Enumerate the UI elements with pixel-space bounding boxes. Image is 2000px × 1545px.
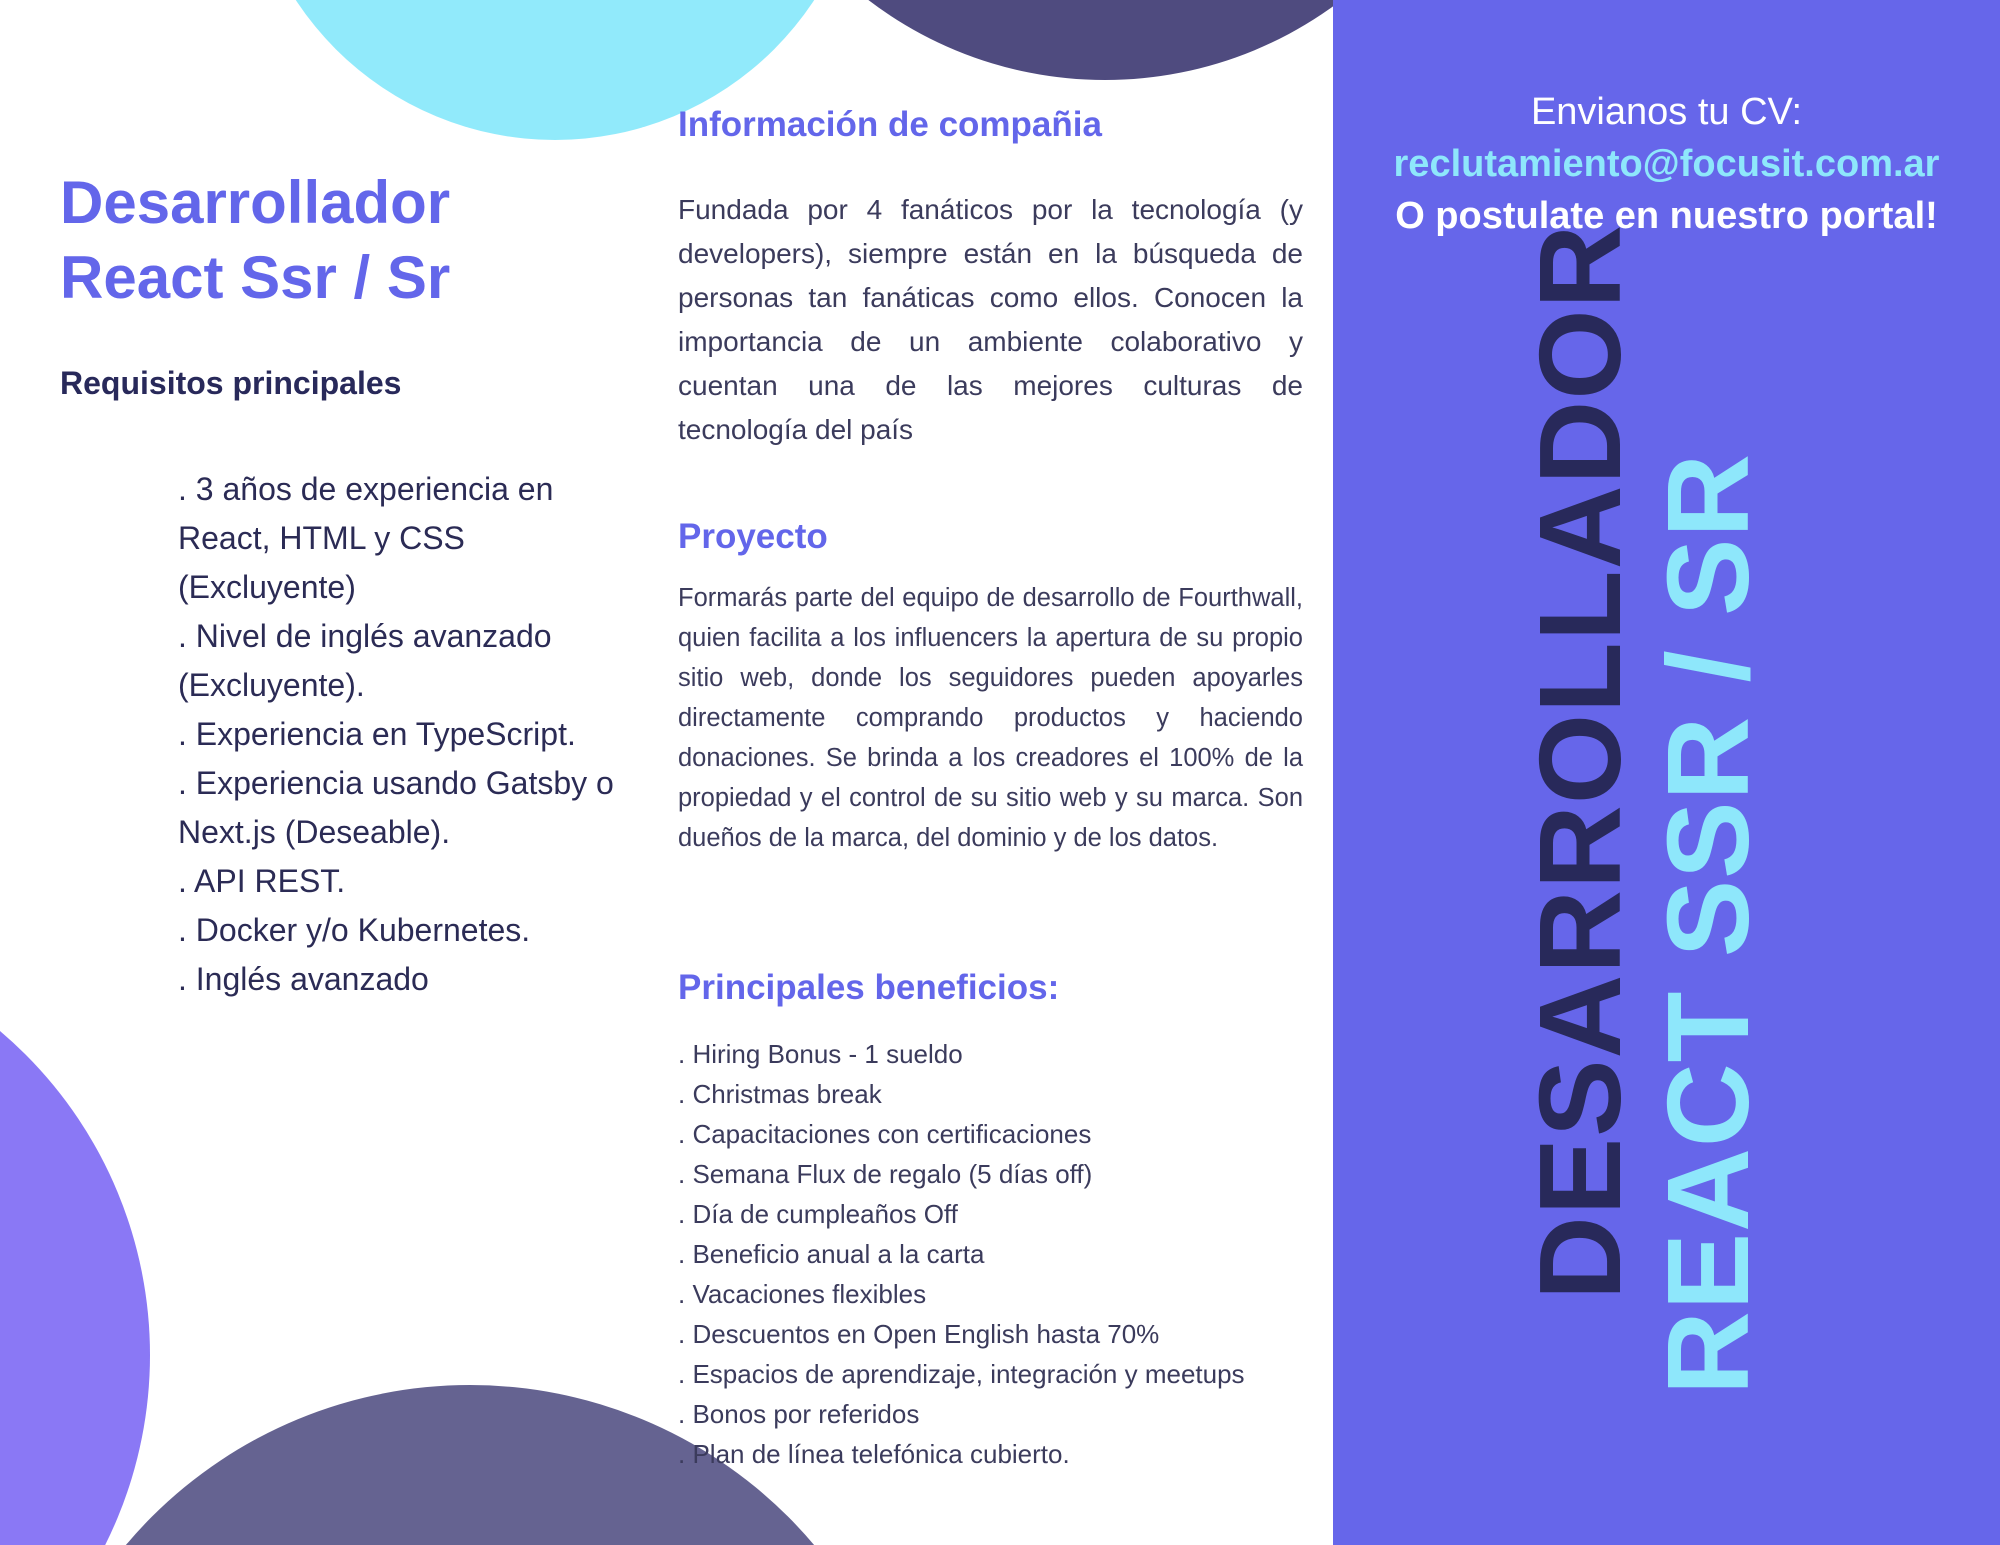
job-title-line-2: React Ssr / Sr	[60, 244, 451, 311]
apply-intro: Envianos tu CV:	[1530, 91, 1803, 133]
requirement-item: . Nivel de inglés avanzado (Excluyente).	[178, 618, 552, 703]
apply-block	[1333, 86, 2000, 242]
benefits-heading: Principales beneficios:	[678, 968, 1060, 1007]
job-title-line-1: Desarrollador	[60, 169, 451, 236]
benefit-item: . Beneficio anual a la carta	[678, 1239, 985, 1269]
project-heading: Proyecto	[678, 517, 828, 556]
decorative-circle-purple-left	[0, 930, 150, 1545]
requirement-item: . Docker y/o Kubernetes.	[178, 912, 531, 948]
benefit-item: . Semana Flux de regalo (5 días off)	[678, 1159, 1093, 1189]
requirement-item: . 3 años de experiencia en React, HTML y CSS (Excluyente)	[178, 471, 554, 605]
requirements-heading: Requisitos principales	[60, 365, 402, 401]
apply-email-link[interactable]: reclutamiento@focusit.com.ar	[1393, 143, 1940, 185]
benefits-list	[678, 1034, 1318, 1474]
benefit-item: . Día de cumpleaños Off	[678, 1199, 958, 1229]
job-title	[60, 165, 620, 315]
banner-line-1: DESARROLLADOR	[1515, 223, 1645, 1300]
benefit-item: . Vacaciones flexibles	[678, 1279, 927, 1309]
project-description: Formarás parte del equipo de desarrollo de Fourthwall, quien facilita a los influencers la apertura de su propio sitio web, donde los seguidores pueden apoyarles directamente comprando productos y haciendo donaciones. Se brinda a los creadores el 100% de la propiedad y el control de su sitio web y su marca. Son dueños de la marca, del dominio y de los datos.	[678, 584, 1303, 852]
requirements-list	[178, 465, 618, 1004]
benefit-item: . Hiring Bonus - 1 sueldo	[678, 1039, 963, 1069]
benefit-item: . Plan de línea telefónica cubierto.	[678, 1439, 1070, 1469]
apply-portal-text: O postulate en nuestro portal!	[1395, 195, 1938, 237]
requirement-item: . API REST.	[178, 863, 346, 899]
banner-line-2: REACT SSR / SR	[1643, 452, 1773, 1395]
benefit-item: . Descuentos en Open English hasta 70%	[678, 1319, 1160, 1349]
requirement-item: . Inglés avanzado	[178, 961, 429, 997]
benefit-item: . Christmas break	[678, 1079, 882, 1109]
benefit-item: . Bonos por referidos	[678, 1399, 920, 1429]
requirement-item: . Experiencia en TypeScript.	[178, 716, 576, 752]
benefit-item: . Espacios de aprendizaje, integración y meetups	[678, 1359, 1245, 1389]
benefit-item: . Capacitaciones con certificaciones	[678, 1119, 1092, 1149]
company-heading: Información de compañia	[678, 105, 1102, 144]
requirement-item: . Experiencia usando Gatsby o Next.js (Deseable).	[178, 765, 614, 850]
company-description: Fundada por 4 fanáticos por la tecnología (y developers), siempre están en la búsqueda de personas tan fanáticas como ellos. Conocen la importancia de un ambiente colaborativo y cuentan una de las mejores culturas de tecnología del país	[678, 194, 1303, 445]
